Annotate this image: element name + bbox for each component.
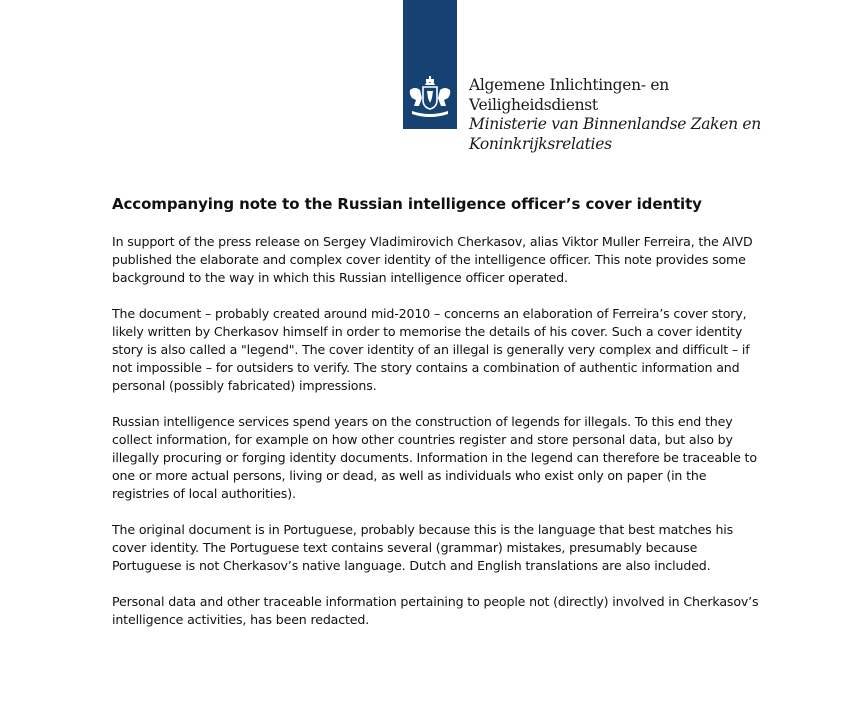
paragraph: Russian intelligence services spend years on the construction of legends for illegals. To this end they collect information, for example on how other countries register and store personal data, but also by illegally procuring or forging identity documents. Information in the legend can therefore be traceable to one or more actual persons, living or dead, as well as individuals who exist only on paper (in the registries of local authorities). (112, 414, 757, 501)
paragraph: In support of the press release on Sergey Vladimirovich Cherkasov, alias Viktor Muller Ferreira, the AIVD published the elaborate and complex cover identity of the intelligence officer. This note provides some background to the way in which this Russian intelligence officer operated. (112, 234, 753, 285)
document-body (112, 194, 762, 647)
org-name-line2: Veiligheidsdienst (469, 95, 598, 114)
ministry-line1: Ministerie van Binnenlandse Zaken en (469, 115, 761, 133)
paragraph: Personal data and other traceable information pertaining to people not (directly) involved in Cherkasov’s intelligence activities, has been redacted. (112, 594, 759, 627)
government-logo-bar (403, 0, 457, 129)
ministry-line2: Koninkrijksrelaties (469, 134, 612, 153)
document-title: Accompanying note to the Russian intelligence officer’s cover identity (112, 195, 702, 213)
organization-name-block (469, 76, 761, 154)
paragraph: The document – probably created around mid-2010 – concerns an elaboration of Ferreira’s cover story, likely written by Cherkasov himself in order to memorise the details of his cover. Such a cover identity story is also called a "legend". The cover identity of an illegal is generally very complex and difficult – if not impossible – for outsiders to verify. The story contains a combination of authentic information and personal (possibly fabricated) impressions. (112, 306, 750, 393)
paragraph: The original document is in Portuguese, probably because this is the language that best matches his cover identity. The Portuguese text contains several (grammar) mistakes, presumably because Portuguese is not Cherkasov’s native language. Dutch and English translations are also included. (112, 522, 734, 573)
org-name-line1: Algemene Inlichtingen- en (469, 76, 669, 94)
coat-of-arms-icon (406, 76, 454, 120)
